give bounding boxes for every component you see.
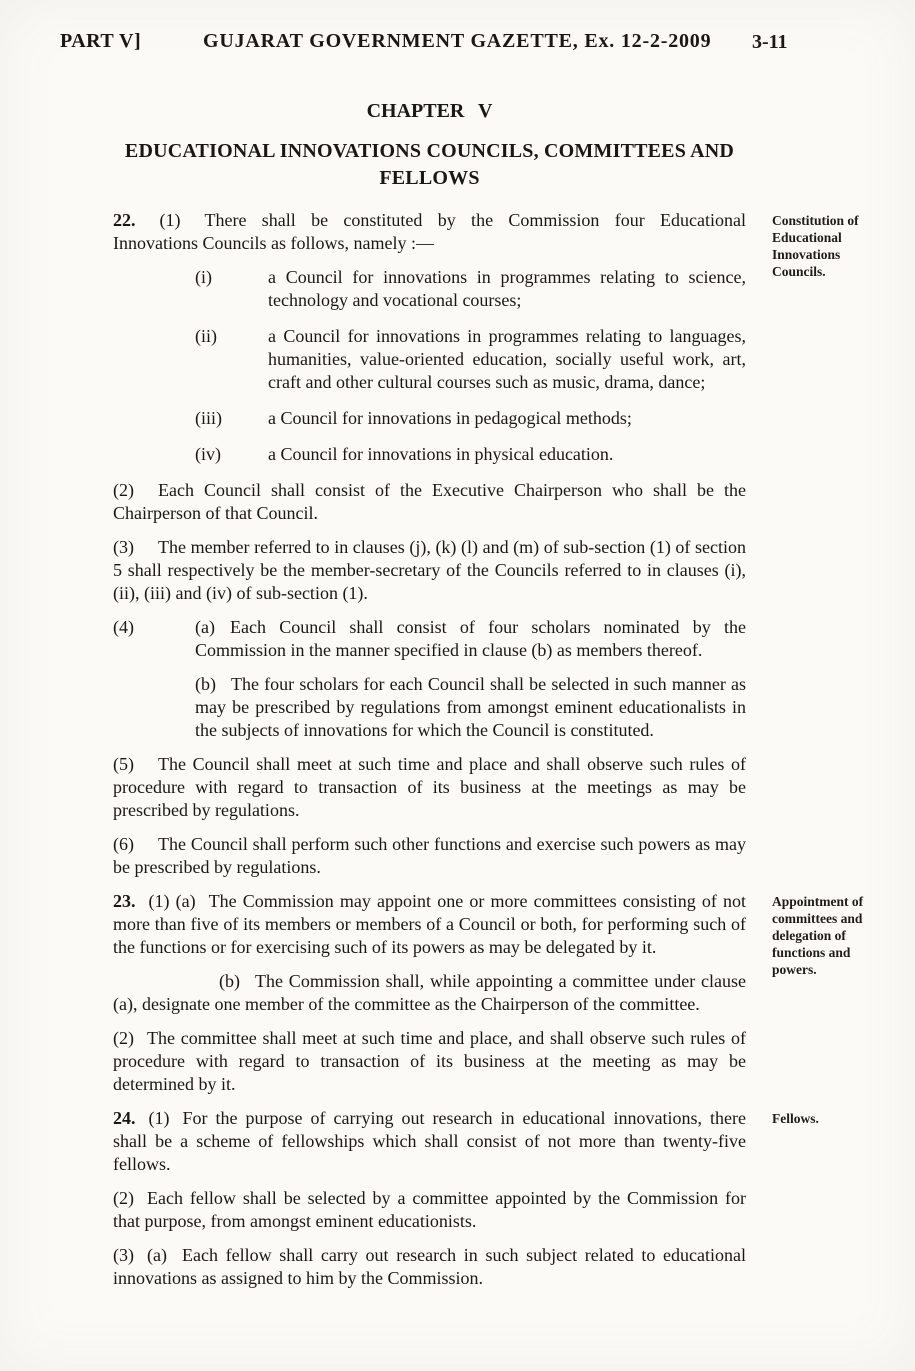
clause-text: a Council for innovations in programmes relating to science, technology and vocational courses; xyxy=(268,267,746,310)
document-body xyxy=(113,100,864,1301)
gazette-title: GUJARAT GOVERNMENT GAZETTE, Ex. 12-2-2009 xyxy=(203,30,712,52)
paragraph-text: Each fellow shall carry out research in such subject related to educational innovations as assigned to him by the Commission. xyxy=(113,1245,746,1288)
subsection-number: (1) xyxy=(159,210,181,230)
subsection-number: (3) xyxy=(113,1245,134,1265)
clause-label: (a) xyxy=(147,1245,167,1265)
paragraph-text: The four scholars for each Council shall be selected in such manner as may be prescribed by regulations from amongst eminent educationalists in the subjects of innovations for which the Council is constituted. xyxy=(195,674,746,740)
subsection-number: (2) xyxy=(113,1028,134,1048)
para-22-2 xyxy=(113,479,746,525)
para-23-1b xyxy=(113,970,746,1016)
clause-label: (ii) xyxy=(195,326,217,346)
section-number: 22. xyxy=(113,210,136,230)
para-24-3a xyxy=(113,1244,746,1290)
clause-text: a Council for innovations in pedagogical methods; xyxy=(268,408,632,428)
clause-item-ii xyxy=(113,325,746,394)
para-22-4b xyxy=(113,673,746,742)
paragraph-text: The Commission shall, while appointing a committee under clause (a), designate one member of the committee as the Chairperson of the committee. xyxy=(113,971,746,1014)
paragraph-text: For the purpose of carrying out research in educational innovations, there shall be a scheme of fellowships which shall consist of not more than twenty-five fellows. xyxy=(113,1108,746,1174)
clause-label: (i) xyxy=(195,267,212,287)
margin-note-fellows: Fellows. xyxy=(772,1111,819,1126)
clause-text: a Council for innovations in programmes relating to languages, humanities, value-oriented education, socially useful work, art, craft and other cultural courses such as music, drama, dance; xyxy=(268,326,746,392)
paragraph-text: There shall be constituted by the Commission four Educational Innovations Councils as follows, namely :— xyxy=(113,210,746,253)
paragraph-text: The member referred to in clauses (j), (k) (l) and (m) of sub-section (1) of section 5 shall respectively be the member-secretary of the Councils referred to in clauses (i), (ii), (iii) and (iv) of sub-section (1). xyxy=(113,537,746,603)
paragraph-text: The committee shall meet at such time and place, and shall observe such rules of procedure with regard to transaction of its business at the meeting as may be determined by it. xyxy=(113,1028,746,1094)
subsection-number: (3) xyxy=(113,537,134,557)
clause-item-i xyxy=(113,266,746,312)
clause-item-iv xyxy=(113,443,746,466)
paragraph-text: Each fellow shall be selected by a committee appointed by the Commission for that purpose, from amongst eminent educationists. xyxy=(113,1188,746,1231)
paragraph-text: The Commission may appoint one or more committees consisting of not more than five of its members or members of a Council or both, for performing such of the functions or for exercising such of its powers as may be delegated by it. xyxy=(113,891,747,957)
paragraph-text: The Council shall perform such other functions and exercise such powers as may be prescribed by regulations. xyxy=(113,834,746,877)
clause-text: a Council for innovations in physical education. xyxy=(268,444,614,464)
chapter-heading xyxy=(113,138,746,192)
section-number: 23. xyxy=(113,891,136,911)
para-23-2 xyxy=(113,1027,746,1096)
para-24-1 xyxy=(113,1107,746,1176)
section-number: 24. xyxy=(113,1108,136,1128)
chapter-label: CHAPTER V xyxy=(366,100,493,122)
clause-item-iii xyxy=(113,407,746,430)
para-22-4a xyxy=(113,616,746,662)
clause-label: (b) xyxy=(219,971,240,991)
section-24 xyxy=(113,1107,819,1290)
page-number: 3-11 xyxy=(752,31,788,53)
subsection-number: (2) xyxy=(113,1188,134,1208)
subsection-number: (2) xyxy=(113,480,134,500)
paragraph-text: The Council shall meet at such time and place and shall observe such rules of procedure with regard to transaction of its business at the meetings as may be prescribed by regulations. xyxy=(113,754,746,820)
para-22-3 xyxy=(113,536,746,605)
para-24-2 xyxy=(113,1187,746,1233)
clause-label: (b) xyxy=(195,674,216,694)
page-header xyxy=(0,0,915,70)
clause-label: (a) xyxy=(195,617,215,637)
part-label: PART V] xyxy=(60,30,142,52)
para-23-1a xyxy=(113,890,746,959)
chapter-heading-line1: EDUCATIONAL INNOVATIONS COUNCILS, COMMITTEES AND xyxy=(124,140,735,162)
margin-note-appointment: Appointment of committees and delegation of functions and powers. xyxy=(772,894,864,977)
subsection-number: (6) xyxy=(113,834,134,854)
clause-label: (iv) xyxy=(195,444,221,464)
subsection-number: (5) xyxy=(113,754,134,774)
subsection-number: (1) xyxy=(148,1108,170,1128)
para-22-1 xyxy=(113,209,746,255)
paragraph-text: Each Council shall consist of four scholars nominated by the Commission in the manner specified in clause (b) as members thereof. xyxy=(195,617,746,660)
chapter-heading-line2: FELLOWS xyxy=(379,167,480,189)
paragraph-text: Each Council shall consist of the Executive Chairperson who shall be the Chairperson of that Council. xyxy=(113,480,746,523)
subsection-number: (4) xyxy=(113,617,134,637)
para-22-6 xyxy=(113,833,746,879)
para-22-5 xyxy=(113,753,746,822)
subsection-number: (1) (a) xyxy=(148,891,196,911)
clause-label: (iii) xyxy=(195,408,222,428)
section-22 xyxy=(113,209,859,879)
margin-note-constitution: Constitution of Educational Innovations Councils. xyxy=(772,213,859,279)
section-23 xyxy=(113,890,864,1096)
